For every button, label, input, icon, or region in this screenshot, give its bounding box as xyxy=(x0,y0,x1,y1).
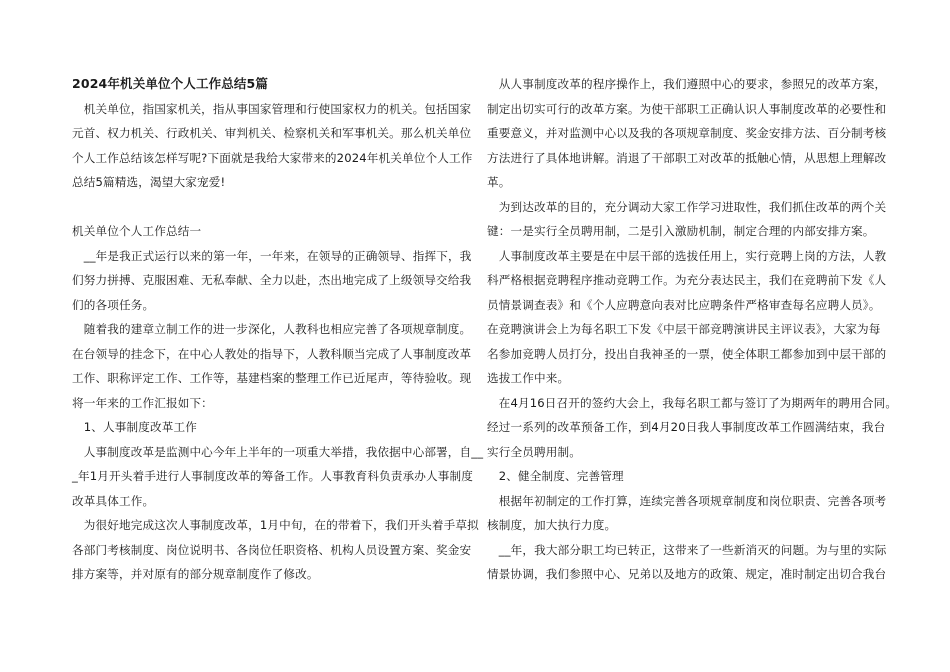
paragraph-line: 选拔工作中来。 xyxy=(487,371,570,385)
subsection-heading: 1、人事制度改革工作 xyxy=(72,420,197,434)
paragraph-line: 为到达改革的目的，充分调动大家工作学习进取性，我们抓住改革的两个关 xyxy=(487,199,887,214)
paragraph-line: 随着我的建章立制工作的进一步深化，人教科也相应完善了各项规章制度。 xyxy=(72,322,472,336)
paragraph-line: 们努力拼搏、克服困难、无私奉献、全力以赴，杰出地完成了上级领导交给我 xyxy=(72,273,472,287)
paragraph-line: 革。 xyxy=(487,175,511,189)
paragraph-line: __年，我大部分职工均已转正，这带来了一些新消灭的问题。为与里的实际 xyxy=(487,542,887,557)
paragraph-line: 机关单位，指国家机关，指从事国家管理和行使国家权力的机关。包括国家 xyxy=(72,101,472,116)
paragraph-line: 制定出切实可行的改革方案。为使干部职工正确认识人事制度改革的必要性和 xyxy=(487,101,887,116)
paragraph-line: 情景协调，我们参照中心、兄弟以及地方的政策、规定，准时制定出切合我台 xyxy=(487,567,887,581)
paragraph-line: 键：一是实行全员聘用制，二是引入激励机制，制定合理的内部安排方案。 xyxy=(487,224,875,238)
left-column xyxy=(72,72,484,587)
paragraph-line: 们的各项任务。 xyxy=(72,297,155,312)
paragraph-line: _年1月开头着手进行人事制度改革的筹备工作。人事教育科负责承办人事制度 xyxy=(72,469,474,483)
paragraph-line: 名参加竞聘人员打分，投出自我神圣的一票，使全体职工都参加到中层干部的 xyxy=(487,346,887,361)
paragraph-line: 根据年初制定的工作打算，连续完善各项规章制度和岗位职责、完善各项考 xyxy=(487,493,887,508)
paragraph-line: 总结5篇精选，渴望大家宠爱! xyxy=(72,175,226,189)
paragraph-line: 个人工作总结该怎样写呢?下面就是我给大家带来的2024年机关单位个人工作 xyxy=(72,150,473,165)
blank-line xyxy=(72,195,464,220)
paragraph-line: 核制度，加大执行力度。 xyxy=(487,518,617,532)
subsection-heading: 2、健全制度、完善管理 xyxy=(487,469,624,483)
paragraph-line: 各部门考核制度、岗位说明书、各岗位任职资格、机构人员设置方案、奖金安 xyxy=(72,542,472,557)
paragraph-line: 在台领导的挂念下，在中心人教处的指导下，人教科顺当完成了人事制度改革 xyxy=(72,346,472,361)
paragraph-line: __年是我正式运行以来的第一年，一年来，在领导的正确领导、指挥下，我 xyxy=(72,248,472,263)
paragraph-line: 工作、职称评定工作、工作等，基建档案的整理工作已近尾声，等待验收。现 xyxy=(72,371,472,385)
paragraph-line: 人事制度改革是监测中心今年上半年的一项重大举措，我依据中心部署，自__ xyxy=(72,444,484,459)
paragraph-line: 重要意义，并对监测中心以及我的各项规章制度、奖金安排方法、百分制考核 xyxy=(487,126,887,140)
paragraph-line: 排方案等，并对原有的部分规章制度作了修改。 xyxy=(72,567,319,581)
paragraph-line: 方法进行了具体地讲解。消退了干部职工对改革的抵触心情，从思想上理解改 xyxy=(487,150,887,165)
paragraph-line: 在竞聘演讲会上为每名职工下发《中层干部竞聘演讲民主评议表》，大家为每 xyxy=(487,322,881,336)
paragraph-line: 元首、权力机关、行政机关、审判机关、检察机关和军事机关。那么机关单位 xyxy=(72,126,472,140)
paragraph-line: 将一年来的工作汇报如下： xyxy=(72,395,213,410)
paragraph-line: 人事制度改革主要是在中层干部的选拔任用上，实行竞聘上岗的方法，人教 xyxy=(487,248,887,263)
paragraph-line: 科严格根据竞聘程序推动竞聘工作。为充分表达民主，我们在竞聘前下发《人 xyxy=(487,273,887,287)
paragraph-line: 经过一系列的改革预备工作，到4月20日我人事制度改革工作圆满结束，我台 xyxy=(487,420,886,434)
right-column xyxy=(487,72,898,587)
paragraph-line: 改革具体工作。 xyxy=(72,493,155,508)
paragraph-line: 从人事制度改革的程序操作上，我们遵照中心的要求，参照兄的改革方案， xyxy=(487,77,887,91)
paragraph-line: 在4月16日召开的签约大会上，我每名职工都与签订了为期两年的聘用合同。 xyxy=(487,395,898,410)
section-heading: 机关单位个人工作总结一 xyxy=(72,224,202,238)
paragraph-line: 员情景调查表》和《个人应聘意向表对比应聘条件严格审查每名应聘人员》。 xyxy=(487,297,881,312)
document-title: 2024年机关单位个人工作总结5篇 xyxy=(72,76,269,91)
paragraph-line: 为很好地完成这次人事制度改革，1月中旬，在的带着下，我们开头着手草拟 xyxy=(72,518,479,532)
paragraph-line: 实行全员聘用制。 xyxy=(487,444,581,459)
